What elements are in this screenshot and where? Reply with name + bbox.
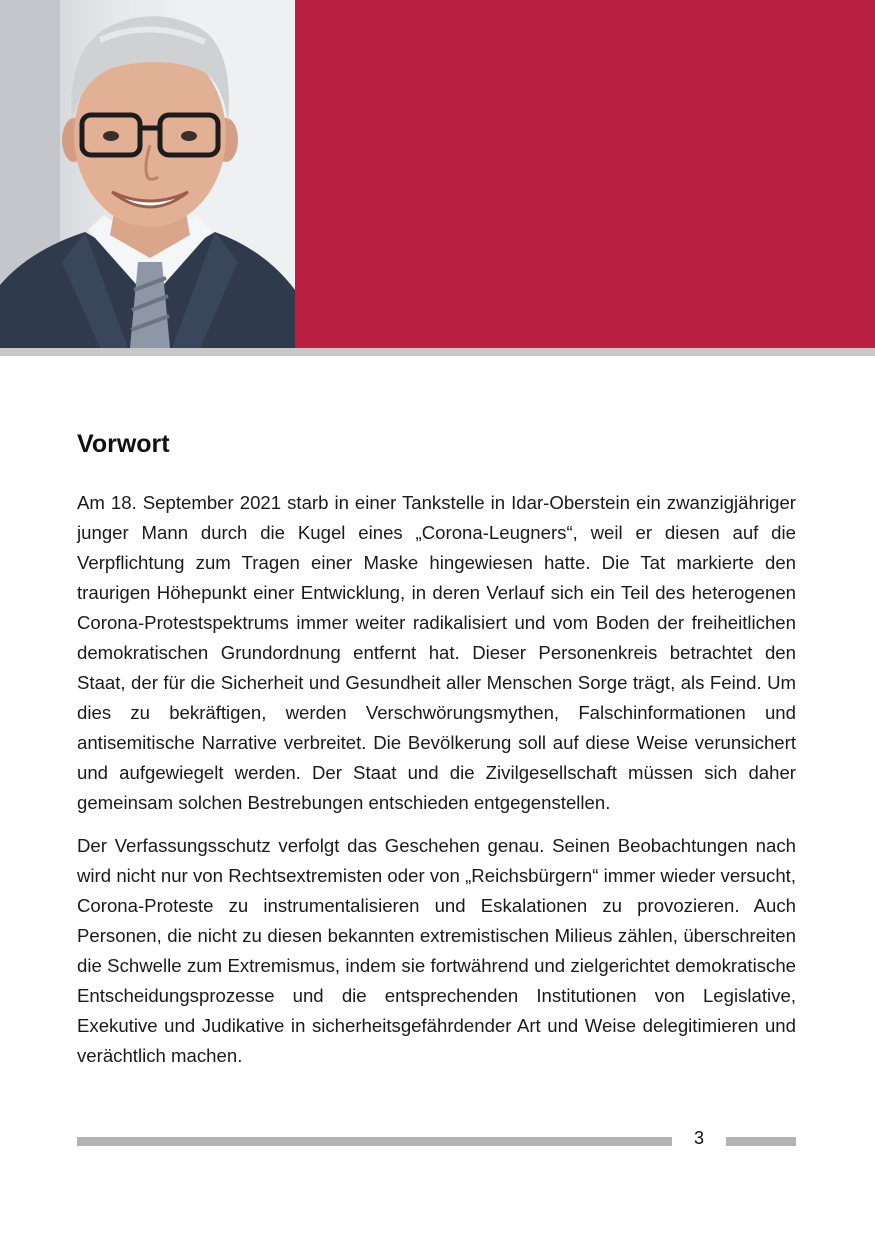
page-title: Vorwort [77, 430, 170, 458]
paragraph-1: Am 18. September 2021 starb in einer Tankstelle in Idar-Oberstein ein zwanzigjähriger junger Mann durch die Kugel eines „Corona-Leugners“, weil er diesen auf die Verpflichtung zum Tragen einer Maske hingewiesen hatte. Die Tat markierte den traurigen Höhepunkt einer Entwicklung, in deren Verlauf sich ein Teil des heterogenen Corona-Protestspektrums immer weiter radikalisiert und vom Boden der freiheitlichen demokratischen Grundordnung entfernt hat. Dieser Personenkreis betrachtet den Staat, der für die Sicherheit und Gesundheit aller Menschen Sorge trägt, als Feind. Um dies zu bekräftigen, werden Verschwörungsmythen, Falschinformationen und antisemitische Narrative verbreitet. Die Bevölkerung soll auf diese Weise verunsichert und aufgewiegelt werden. Der Staat und die Zivilgesellschaft müssen sich daher gemeinsam solchen Bestrebungen entschieden entgegenstellen. [77, 492, 796, 813]
footer-bar-left [77, 1137, 672, 1146]
header-color-block [295, 0, 875, 348]
page-number: 3 [693, 1128, 704, 1148]
portrait-photo [0, 0, 295, 348]
footer-bar-right [726, 1137, 796, 1146]
header-banner [0, 0, 875, 348]
header-divider [0, 348, 875, 356]
man-portrait-illustration [0, 0, 295, 348]
paragraph-2: Der Verfassungsschutz verfolgt das Geschehen genau. Seinen Beobachtungen nach wird nicht nur von Rechtsextremisten oder von „Reichsbürgern“ immer wieder versucht, Corona-Proteste zu instrumentalisieren und Eskalationen zu provozieren. Auch Personen, die nicht zu diesen bekannten extremistischen Milieus zählen, überschreiten die Schwelle zum Extremismus, indem sie fortwährend und zielgerichtet demokratische Entscheidungsprozesse und die entsprechenden Institutionen von Legislative, Exekutive und Judikative in sicherheitsgefährdender Art und Weise delegitimieren und verächtlich machen. [77, 835, 796, 1066]
body-text [77, 488, 796, 1084]
